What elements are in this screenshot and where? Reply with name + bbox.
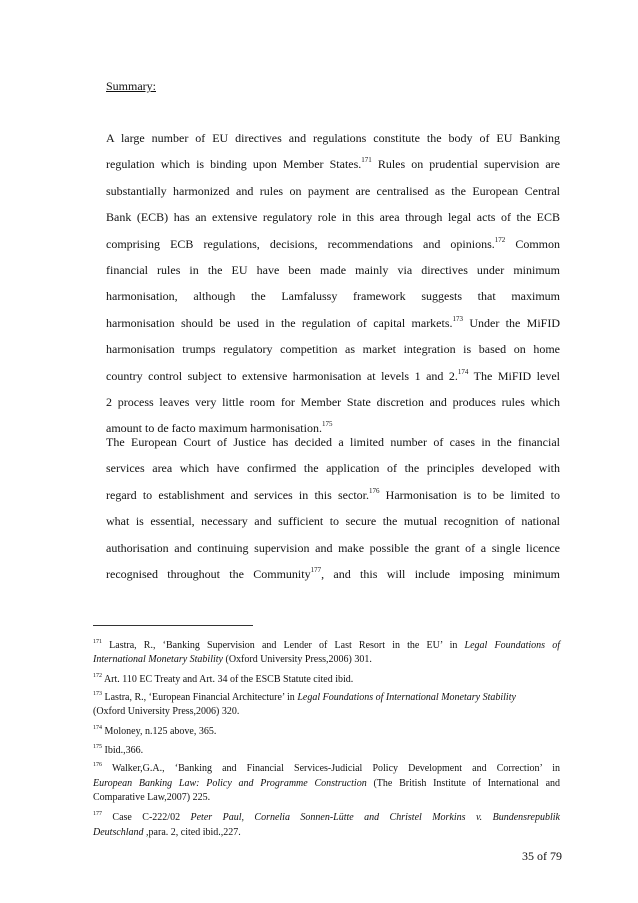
text-line: regulation which is binding upon Member States.$^{171}$ Rules on prudential supervision are [106,156,560,172]
text-line: harmonisation trumps regulatory competition as market integration is based on home [106,342,560,357]
footnote-173: $^{173}$ Lastra, R., ‘European Financial Architecture’ in Legal Foundations of International Monetary Stability [93,691,516,703]
footnote-ref[interactable]: 174 [457,367,469,376]
footnote-176: $^{176}$ Walker,G.A., ‘Banking and Financial Services-Judicial Policy Development and Correction’ in [93,762,560,774]
text-line: country control subject to extensive harmonisation at levels 1 and 2.$^{174}$ The MiFID level [106,367,560,383]
footnote-ref[interactable]: 172 [494,235,506,244]
footnote-173-cont: (Oxford University Press,2006) 320. [93,706,240,717]
text-line: authorisation and continuing supervision and make possible the grant of a single licence [106,540,560,555]
text-line: financial rules in the EU have been made mainly via directives under minimum [106,262,560,277]
footnote-175: $^{175}$ Ibid.,366. [93,744,144,756]
text-line: substantially harmonized and rules on payment are centralised as the European Central [106,183,560,198]
footnote-172: $^{172}$ Art. 110 EC Treaty and Art. 34 of the ESCB Statute cited ibid. [93,673,354,685]
footnote-ref[interactable]: 175 [321,420,333,429]
text-line: regard to establishment and services in this sector.$^{176}$ Harmonisation is to be limited to [106,486,560,502]
text-line: comprising ECB regulations, decisions, recommendations and opinions.$^{172}$ Common [106,235,560,251]
footnote-ref[interactable]: 176 [368,486,380,495]
footnote-176-cont: European Banking Law: Policy and Programme Construction (The British Institute of International and [93,778,561,789]
text-line: harmonisation, although the Lamfalussy framework suggests that maximum [106,289,560,304]
footnote-177: $^{177}$ Case C-222/02 Peter Paul, Cornelia Sonnen-Lütte and Christel Morkins v. Bundensrepublik [93,811,560,823]
section-heading: Summary: [106,79,156,93]
text-line: A large number of EU directives and regulations constitute the body of EU Banking [106,131,560,145]
text-line: amount to de facto maximum harmonisation.$^{175}$ [106,420,333,436]
footnote-176-cont2: Comparative Law,2007) 225. [93,792,211,803]
text-line: harmonisation should be used in the regulation of capital markets.$^{173}$ Under the MiFID [106,314,560,330]
footnote-ref[interactable]: 171 [361,156,372,165]
footnote-171: $^{171}$ Lastra, R., ‘Banking Supervision and Lender of Last Resort in the EU’ in Legal Foundations of [93,639,560,651]
text-line: The European Court of Justice has decided a limited number of cases in the financial [106,435,560,449]
text-line: Bank (ECB) has an extensive regulatory role in this area through legal acts of the ECB [106,210,560,225]
text-line: services area which have confirmed the application of the principles developed with [106,461,560,476]
paragraph-court-of-justice [106,435,560,593]
footnote-ref[interactable]: 177 [310,565,322,574]
footnote-174: $^{174}$ Moloney, n.125 above, 365. [93,725,217,737]
paragraph-summary [106,131,560,448]
text-line: what is essential, necessary and sufficient to secure the mutual recognition of national [106,514,560,529]
text-line: 2 process leaves very little room for Member State discretion and produces rules which [106,394,560,409]
page-number: 35 of 79 [522,849,562,863]
text-line: recognised throughout the Community$^{177}$, and this will include imposing minimum [106,565,560,581]
footnote-separator [93,625,253,626]
footnote-171-cont: International Monetary Stability (Oxford University Press,2006) 301. [93,654,372,665]
footnote-ref[interactable]: 173 [452,314,464,323]
footnote-177-cont: Deutschland ,para. 2, cited ibid.,227. [93,827,241,838]
